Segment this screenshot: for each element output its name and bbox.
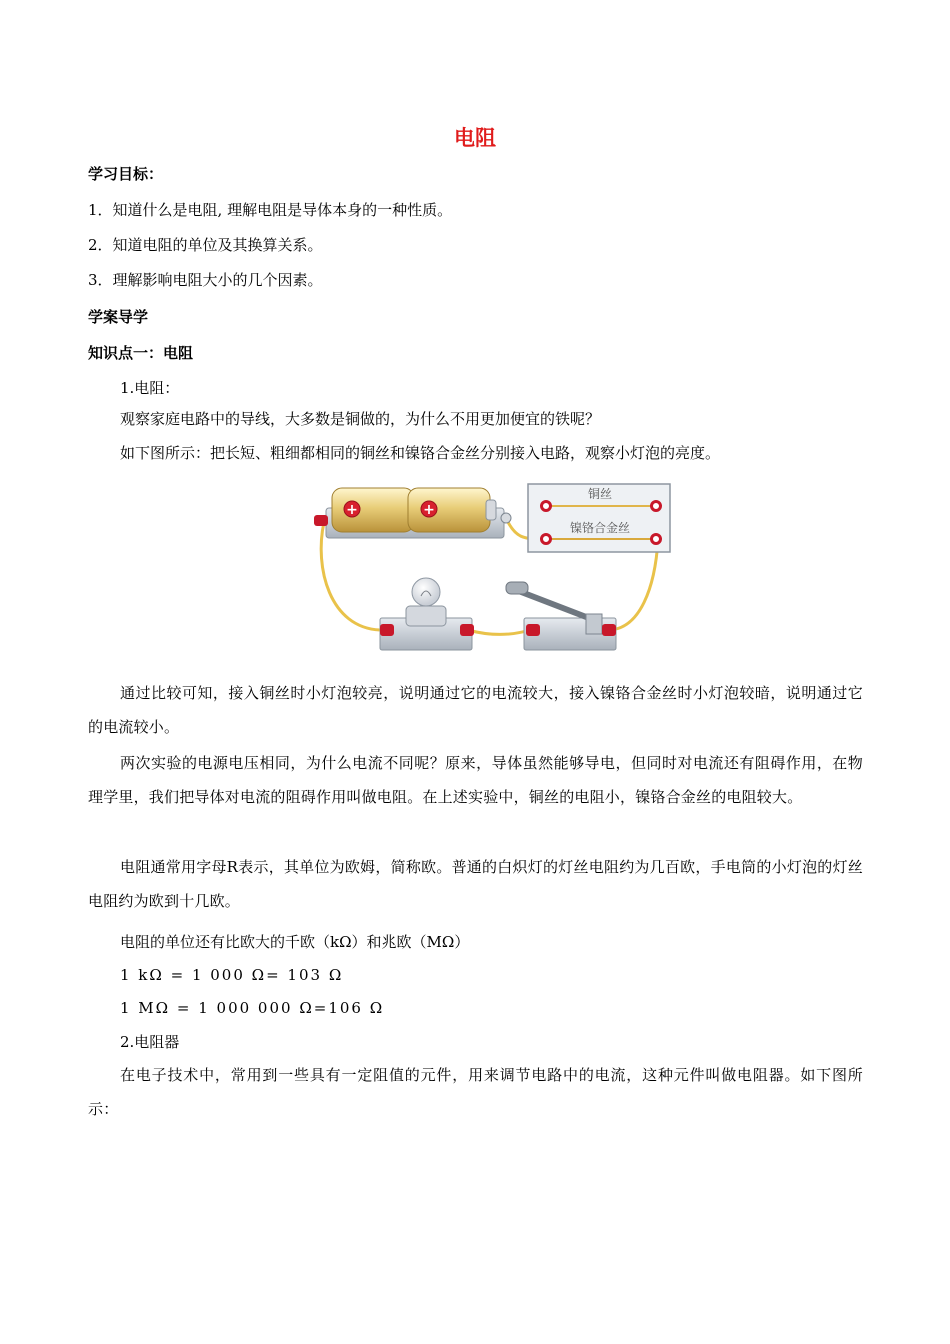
objectives-heading: 学习目标： [88, 165, 164, 183]
red-terminal-icon [314, 515, 328, 526]
mega-ohm-conversion: 1 MΩ = 1 000 000 Ω=106 Ω [120, 999, 385, 1017]
red-terminal-icon [542, 535, 551, 544]
copper-wire-label: 铜丝 [587, 487, 613, 501]
objective-item-2: 2．知道电阻的单位及其换算关系。 [88, 236, 323, 254]
light-bulb-icon [412, 578, 440, 606]
section1-line2: 如下图所示：把长短、粗细都相同的铜丝和镍铬合金丝分别接入电路，观察小灯泡的亮度。 [120, 444, 721, 462]
page-title: 电阻 [454, 126, 496, 150]
paragraph-resistance-definition: 两次实验的电源电压相同，为什么电流不同呢？原来，导体虽然能够导电，但同时对电流还有阻碍作用，在物理学里，我们把导体对电流的阻碍作用叫做电阻。在上述实验中，铜丝的电阻小，镍铬合金丝的电阻较大。 [88, 754, 863, 806]
bulb-holder [380, 578, 474, 650]
section2-label: 2.电阻器 [120, 1033, 180, 1051]
paragraph-resistor: 在电子技术中，常用到一些具有一定阻值的元件，用来调节电路中的电流，这种元件叫做电阻器。如下图所示： [88, 1066, 863, 1118]
red-terminal-icon [652, 535, 661, 544]
paragraph-comparison: 通过比较可知，接入铜丝时小灯泡较亮，说明通过它的电流较大，接入镍铬合金丝时小灯泡较暗，说明通过它的电流较小。 [88, 684, 863, 736]
wire-board [528, 484, 670, 552]
knife-switch [506, 582, 616, 650]
circuit-diagram [310, 478, 675, 656]
knowledge-point-1-heading: 知识点一：电阻 [88, 344, 194, 362]
objective-item-1: 1．知道什么是电阻, 理解电阻是导体本身的一种性质。 [88, 201, 453, 219]
paragraph-resistance-unit: 电阻通常用字母R表示，其单位为欧姆，简称欧。普通的白炽灯的灯丝电阻约为几百欧，手电筒的小灯泡的灯丝电阻约为欧到十几欧。 [88, 858, 863, 910]
nichrome-wire-label: 镍铬合金丝 [569, 521, 631, 535]
section1-label: 1.电阻： [120, 379, 180, 397]
red-terminal-icon [602, 624, 616, 636]
battery-plus-label: + [423, 502, 435, 518]
red-terminal-icon [526, 624, 540, 636]
red-terminal-icon [652, 502, 661, 511]
red-terminal-icon [380, 624, 394, 636]
metal-terminal-icon [501, 513, 511, 523]
switch-lever-icon [516, 590, 594, 620]
section1-line1: 观察家庭电路中的导线，大多数是铜做的，为什么不用更加便宜的铁呢？ [120, 410, 601, 428]
guide-heading: 学案导学 [88, 308, 149, 326]
red-terminal-icon [542, 502, 551, 511]
objective-item-3: 3．理解影响电阻大小的几个因素。 [88, 271, 323, 289]
red-terminal-icon [460, 624, 474, 636]
units-intro: 电阻的单位还有比欧大的千欧（kΩ）和兆欧（MΩ） [120, 933, 470, 951]
battery-plus-label: + [346, 502, 358, 518]
kilo-ohm-conversion: 1 kΩ = 1 000 Ω= 103 Ω [120, 966, 344, 984]
battery-holder [314, 488, 511, 538]
